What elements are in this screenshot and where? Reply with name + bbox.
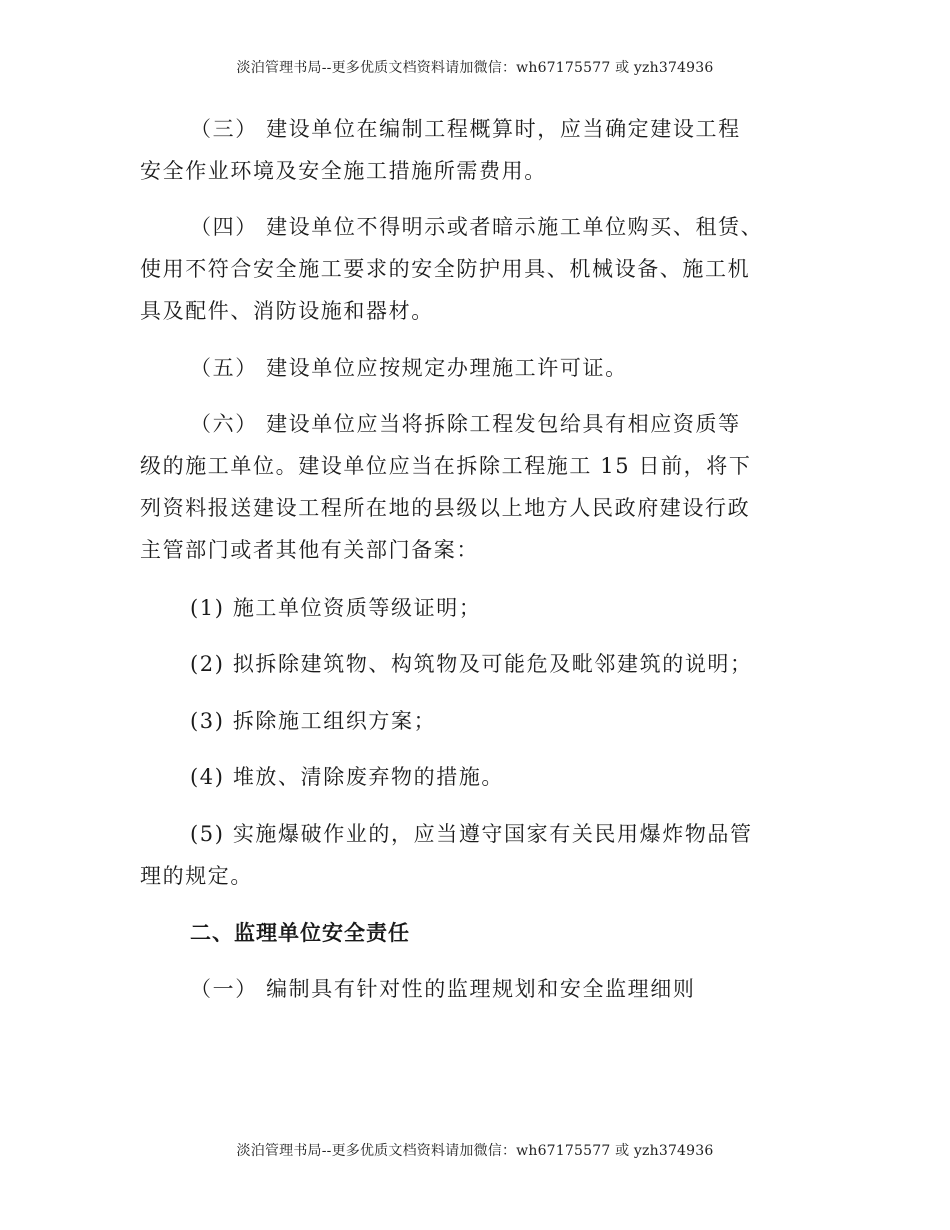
paragraph-line: 级的施工单位。建设单位应当在拆除工程施工 15 日前，将下 — [140, 454, 752, 478]
paragraph-line: （五） 建设单位应按规定办理施工许可证。 — [190, 356, 628, 380]
list-item: (1) 施工单位资质等级证明； — [190, 596, 482, 620]
paragraph-line: 列资料报送建设工程所在地的县级以上地方人民政府建设行政 — [140, 496, 751, 520]
paragraph-line: （四） 建设单位不得明示或者暗示施工单位购买、租赁、 — [190, 215, 764, 239]
page-header-note: 淡泊管理书局--更多优质文档资料请加微信：wh67175577 或 yzh374936 — [236, 60, 714, 76]
paragraph-line: （六） 建设单位应当将拆除工程发包给具有相应资质等 — [190, 412, 741, 436]
paragraph-line: 主管部门或者其他有关部门备案： — [140, 538, 479, 562]
paragraph-line: （一） 编制具有针对性的监理规划和安全监理细则 — [190, 977, 696, 1001]
list-item: (3) 拆除施工组织方案； — [190, 709, 437, 733]
paragraph-line: 具及配件、消防设施和器材。 — [140, 299, 434, 323]
paragraph-line: （三） 建设单位在编制工程概算时，应当确定建设工程 — [190, 117, 741, 141]
paragraph-line: 安全作业环境及安全施工措施所需费用。 — [140, 159, 547, 183]
page-footer-note: 淡泊管理书局--更多优质文档资料请加微信：wh67175577 或 yzh374936 — [236, 1143, 714, 1159]
list-item: (5) 实施爆破作业的，应当遵守国家有关民用爆炸物品管 — [190, 822, 753, 846]
paragraph-line: 使用不符合安全施工要求的安全防护用具、机械设备、施工机 — [140, 257, 751, 281]
list-item: (2) 拟拆除建筑物、构筑物及可能危及毗邻建筑的说明； — [190, 652, 753, 676]
paragraph-line: 理的规定。 — [140, 864, 253, 888]
section-heading: 二、监理单位安全责任 — [190, 921, 410, 945]
list-item: (4) 堆放、清除废弃物的措施。 — [190, 765, 505, 789]
